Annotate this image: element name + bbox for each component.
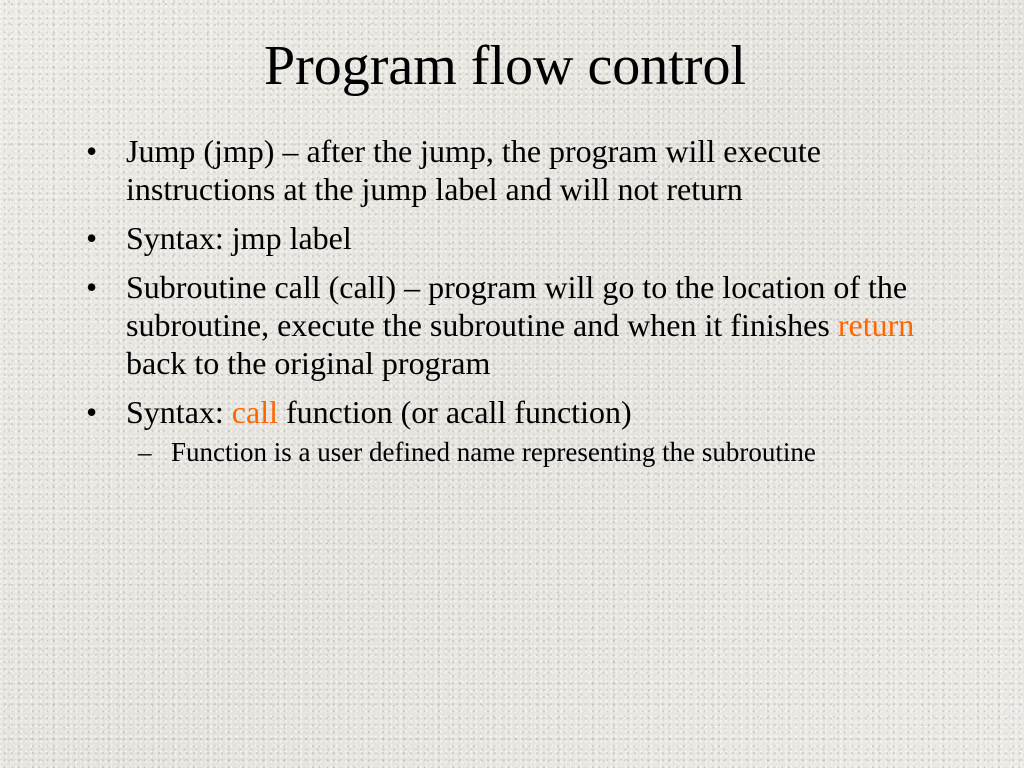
bullet-subroutine-call	[82, 268, 942, 382]
bullet-text-before: Subroutine call (call) – program will go to the location of the subroutine, execute the subroutine and when it finishes	[126, 269, 908, 343]
slide-title: Program flow control	[263, 35, 747, 97]
sub-bullet-list	[126, 435, 942, 469]
bullet-call-syntax	[82, 393, 942, 469]
bullet-text-before: Syntax:	[126, 394, 232, 430]
bullet-jump	[82, 132, 942, 208]
bullet-text-after: back to the original program	[126, 345, 491, 381]
bullet-jmp-syntax	[82, 219, 942, 257]
bullet-dot: •	[86, 133, 98, 169]
bullet-text: Syntax: jmp label	[126, 220, 352, 256]
sub-bullet-text: Function is a user defined name representing the subroutine	[171, 437, 816, 467]
highlight-return: return	[837, 307, 915, 343]
bullet-list	[82, 132, 942, 480]
bullet-text-after: function (or acall function)	[277, 394, 632, 430]
highlight-call: call	[231, 394, 278, 430]
sub-bullet-function-name	[126, 435, 942, 469]
bullet-text: Jump (jmp) – after the jump, the program will execute instructions at the jump label and will not return	[126, 133, 821, 207]
bullet-dot: •	[86, 394, 98, 430]
bullet-dot: •	[86, 269, 98, 305]
sub-bullet-dash: –	[138, 437, 152, 467]
bullet-dot: •	[86, 220, 98, 256]
